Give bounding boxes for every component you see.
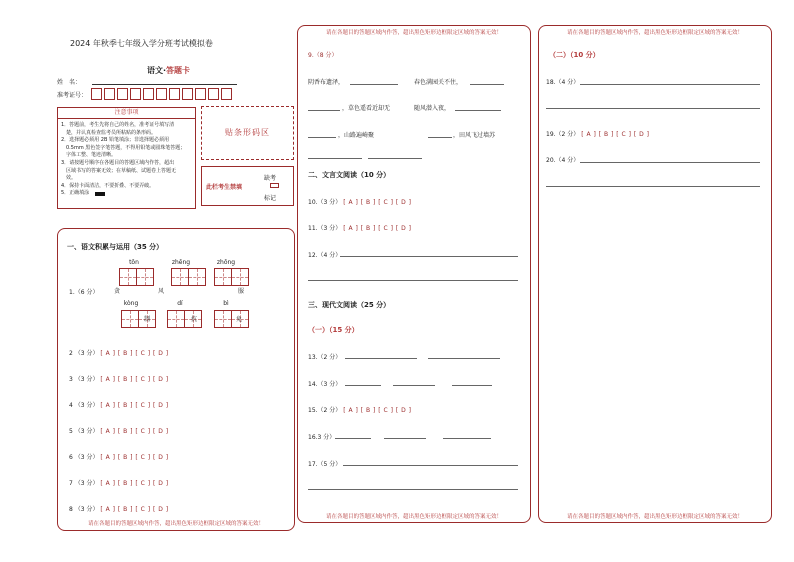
tzg-5a[interactable] (167, 310, 185, 328)
q17-line-2[interactable] (308, 489, 518, 490)
fill-2: 春色满园关不住， (414, 79, 463, 86)
q8-options[interactable]: [ A ] [ B ] [ C ] [ D ] (100, 506, 169, 513)
q16-label: 16.3 分） (308, 434, 336, 441)
q14-line-3[interactable] (452, 385, 492, 386)
fill-6-line[interactable] (428, 137, 452, 138)
char-1: 贪 (114, 288, 121, 295)
section3-title: 三、现代文阅读（25 分） (308, 301, 391, 309)
q18-line-2[interactable] (546, 108, 760, 109)
barcode-label: 贴条形码区 (225, 128, 270, 137)
tzg-2b[interactable] (188, 268, 206, 286)
fill-3: ，草色遥看近却无 (342, 105, 391, 112)
pinyin-4: kòng (123, 300, 139, 307)
warning-col3-top: 请在各题目的答题区域内作答，超出黑色矩形边框限定区域的答案无效！ (566, 30, 743, 36)
pinyin-5: dí (177, 300, 183, 307)
barcode-area (201, 106, 294, 160)
fill-3-line[interactable] (308, 110, 340, 111)
absent-forbid: 此栏考生禁填 (206, 184, 243, 191)
tzg-6a[interactable] (214, 310, 232, 328)
q20-label: 20.（4 分） (546, 157, 580, 164)
fill-6: ，田风飞过墙苏 (453, 132, 496, 139)
q7-options[interactable]: [ A ] [ B ] [ C ] [ D ] (100, 480, 169, 487)
q13-line-1[interactable] (345, 358, 417, 359)
q4-row: 4 （3 分） [ A ] [ B ] [ C ] [ D ] (69, 402, 169, 409)
subsection2-title: （二）（10 分） (549, 51, 600, 59)
q6-row: 6 （3 分） [ A ] [ B ] [ C ] [ D ] (69, 454, 169, 461)
q16-line-1[interactable] (335, 438, 371, 439)
notice-title: 注意事项 (58, 108, 195, 119)
tzg-3b[interactable] (231, 268, 249, 286)
subject-dot: · (163, 66, 167, 75)
char-6: 免 (236, 316, 243, 323)
q17-label: 17.（5 分） (308, 461, 342, 468)
tzg-2a[interactable] (171, 268, 189, 286)
col3-box (538, 25, 772, 523)
q9-label: 9.（8 分） (308, 52, 338, 59)
tzg-1b[interactable] (136, 268, 154, 286)
fill-example-mark (95, 192, 105, 196)
exam-title: 2024 年秋季七年级入学分班考试模拟卷 (70, 39, 213, 48)
warning-col2-bottom: 请在各题目的答题区域内作答，超出黑色矩形边框限定区域的答案无效！ (325, 514, 502, 520)
q15-row: 15.（2 分） [ A ] [ B ] [ C ] [ D ] (308, 407, 412, 414)
q3-options[interactable]: [ A ] [ B ] [ C ] [ D ] (100, 376, 169, 383)
warning-col1: 请在各题目的答题区域内作答，超出黑色矩形边框限定区域的答案无效！ (87, 521, 264, 527)
fill-7-line[interactable] (308, 158, 362, 159)
q13-line-2[interactable] (428, 358, 500, 359)
absent-box (201, 166, 294, 206)
subsection1-title: （一）（15 分） (308, 326, 359, 334)
q19-options[interactable]: [ A ] [ B ] [ C ] [ D ] (581, 131, 650, 138)
char-2: 风 (158, 288, 165, 295)
q5-row: 5 （3 分） [ A ] [ B ] [ C ] [ D ] (69, 428, 169, 435)
q11-options[interactable]: [ A ] [ B ] [ C ] [ D ] (343, 225, 412, 232)
subject-line (147, 58, 190, 77)
fill-4-line[interactable] (455, 110, 501, 111)
tzg-3a[interactable] (214, 268, 232, 286)
q12-label: 12.（4 分） (308, 252, 342, 259)
section1-title: 一、语文积累与运用（35 分） (67, 243, 164, 251)
q8-row: 8 （3 分） [ A ] [ B ] [ C ] [ D ] (69, 506, 169, 513)
q13-label: 13.（2 分） (308, 354, 342, 361)
notice-box (57, 107, 196, 209)
id-label: 准考证号： (57, 92, 88, 99)
q1-label: 1.（6 分） (69, 289, 99, 296)
fill-2-line[interactable] (470, 84, 504, 85)
fill-8-line[interactable] (368, 158, 422, 159)
q20-line-2[interactable] (546, 186, 760, 187)
absent-bottom: 标记 (264, 195, 277, 202)
fill-1-line[interactable] (350, 84, 398, 85)
char-4: 制 (144, 316, 151, 323)
absent-top: 缺考 (264, 175, 277, 182)
q16-line-2[interactable] (384, 438, 426, 439)
q14-line-1[interactable] (345, 385, 381, 386)
name-label: 姓 名： (57, 79, 82, 86)
q10-options[interactable]: [ A ] [ B ] [ C ] [ D ] (343, 199, 412, 206)
pinyin-6: bì (223, 300, 229, 307)
q6-options[interactable]: [ A ] [ B ] [ C ] [ D ] (100, 454, 169, 461)
section2-title: 二、文言文阅读（10 分） (308, 171, 391, 179)
q14-line-2[interactable] (393, 385, 435, 386)
q15-options[interactable]: [ A ] [ B ] [ C ] [ D ] (343, 407, 412, 414)
q2-options[interactable]: [ A ] [ B ] [ C ] [ D ] (100, 350, 169, 357)
q2-row: 2 （3 分） [ A ] [ B ] [ C ] [ D ] (69, 350, 169, 357)
name-field[interactable] (92, 84, 237, 85)
pinyin-3: zhōng (216, 259, 236, 266)
char-5: 抗 (191, 316, 198, 323)
absent-mark-box[interactable] (270, 183, 279, 188)
card-label: 答题卡 (166, 66, 191, 75)
q18-label: 18.（4 分） (546, 79, 580, 86)
q12-line-1[interactable] (340, 256, 518, 257)
fill-4: 随风潜入夜， (414, 105, 451, 112)
char-3: 服 (238, 288, 245, 295)
pinyin-2: zhēng (171, 259, 191, 266)
fill-example-label: 5．正确填涂 (61, 190, 90, 197)
q7-row: 7 （3 分） [ A ] [ B ] [ C ] [ D ] (69, 480, 169, 487)
q16-line-3[interactable] (443, 438, 491, 439)
fill-1: 阴香布遗泽， (308, 79, 345, 86)
col2-box (297, 25, 531, 523)
q17-line-1[interactable] (343, 465, 518, 466)
q20-line-1[interactable] (580, 162, 760, 163)
fill-5-line[interactable] (308, 137, 336, 138)
q18-line-1[interactable] (580, 84, 760, 85)
subject: 语文 (147, 66, 163, 75)
pinyin-1: tōn (129, 259, 139, 266)
tzg-4a[interactable] (121, 310, 139, 328)
q14-label: 14.（3 分） (308, 381, 342, 388)
q12-line-2[interactable] (308, 280, 518, 281)
q5-options[interactable]: [ A ] [ B ] [ C ] [ D ] (100, 428, 169, 435)
q11-row: 11.（3 分） [ A ] [ B ] [ C ] [ D ] (308, 225, 412, 232)
q19-row: 19.（2 分） [ A ] [ B ] [ C ] [ D ] (546, 131, 650, 138)
q4-options[interactable]: [ A ] [ B ] [ C ] [ D ] (100, 402, 169, 409)
tzg-1a[interactable] (119, 268, 137, 286)
q10-row: 10.（3 分） [ A ] [ B ] [ C ] [ D ] (308, 199, 412, 206)
warning-col2-top: 请在各题目的答题区域内作答，超出黑色矩形边框限定区域的答案无效！ (325, 30, 502, 36)
notice-list: 1．答题前，考生先将自己的姓名，准考证号填写清 楚，并认真检查监考员所粘贴的条形码。 2．选择题必须用 2B 铅笔填涂；非选择题必须用 0.5mm 黑色签字笔答题，不得用铅笔或圆珠笔答题； 字体工整、笔迹清晰。 3．请按题号顺序在各题目的答题区域内作答，超出 区域书写的答案无效；在草稿纸、试题卷上答题无 效。 4．保持卡面清洁，不要折叠、不要弄破。 5．正确填涂 (61, 122, 186, 197)
warning-col3-bottom: 请在各题目的答题区域内作答，超出黑色矩形边框限定区域的答案无效！ (566, 514, 743, 520)
q3-row: 3 （3 分） [ A ] [ B ] [ C ] [ D ] (69, 376, 169, 383)
fill-5: ，山路遍崎聚 (338, 132, 375, 139)
